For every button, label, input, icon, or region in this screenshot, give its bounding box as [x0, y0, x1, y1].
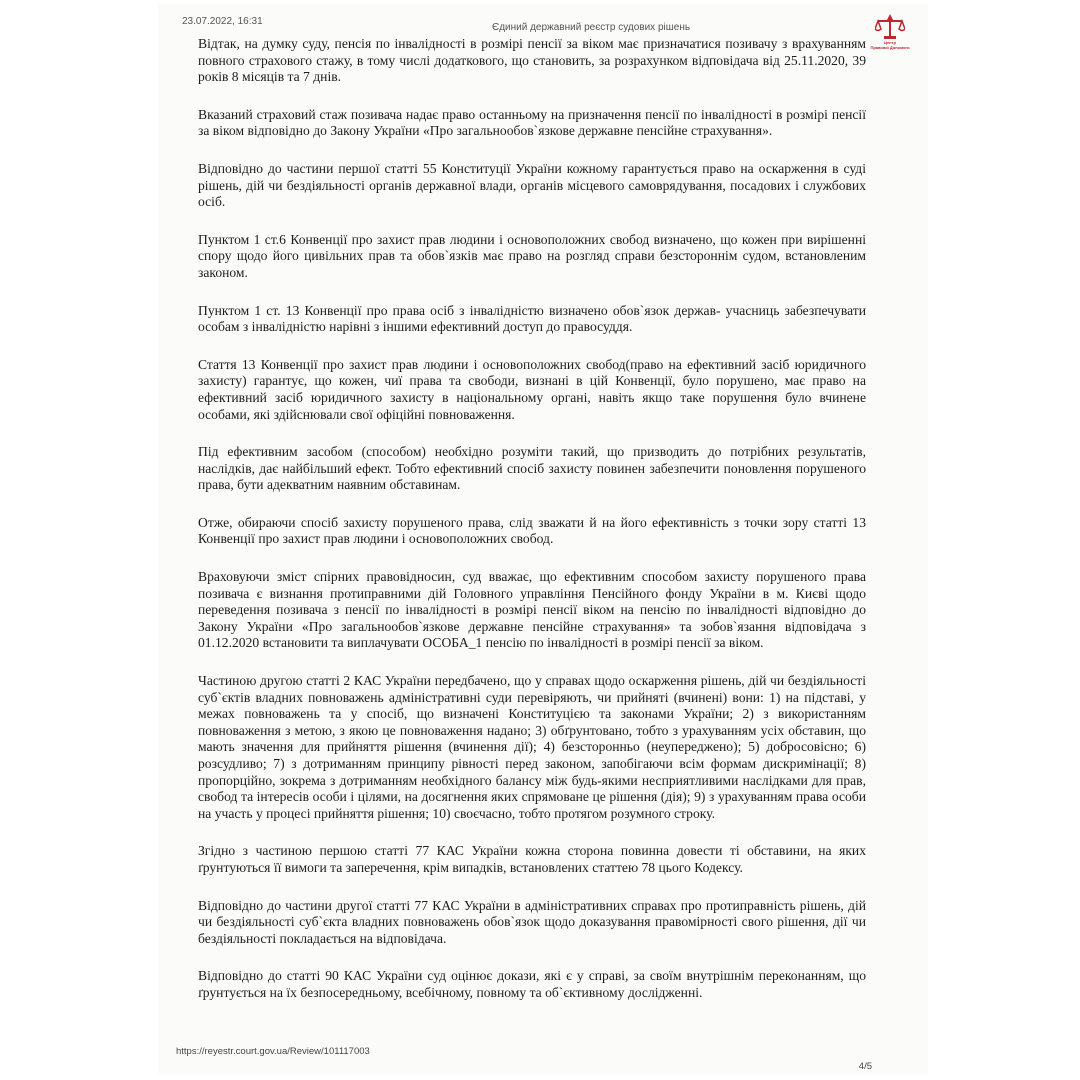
logo-label-line1: Центр [883, 40, 896, 45]
paragraph: Відповідно до статті 90 КАС України суд оцінює докази, які є у справі, за своїм внутрішнім переконанням, що ґрунтується на їх безпосередньому, всебічному, повному та об`єктивному дослідженні. [198, 968, 866, 1000]
paragraph: Враховуючи зміст спірних правовідносин, суд вважає, що ефективним способом захисту порушеного права позивача є визнання протиправними дій Головного управління Пенсійного фонду України в м. Києві щодо переведення позивача з пенсії по інвалідності в розмірі пенсії віком на пенсію по інвалідності відповідно до Закону України «Про загальнообов`язкове державне пенсійне страхування» та зобов`язання відповідача з 01.12.2020 встановити та виплачувати ОСОБА_1 пенсію по інвалідності в розмірі пенсії за віком. [198, 569, 866, 651]
paragraph: Згідно з частиною першою статті 77 КАС України кожна сторона повинна довести ті обставини, на яких ґрунтуються її вимоги та заперечення, крім випадків, встановлених статтею 78 цього Кодексу. [198, 843, 866, 875]
page-header [182, 16, 902, 32]
legal-aid-logo [866, 12, 914, 56]
paragraph: Пунктом 1 ст.6 Конвенції про захист прав людини і основоположних свобод визначено, що кожен при вирішенні спору щодо його цивільних прав та обов`язків має право на розгляд справи безстороннім судом, встановленим законом. [198, 231, 866, 280]
paragraph: Частиною другою статті 2 КАС України передбачено, що у справах щодо оскарження рішень, дій чи бездіяльності суб`єктів владних повноважень адміністративні суди перевіряють, чи прийняті (вчинені) вони: 1) на підставі, у межах повноважень та у спосіб, що визначені Конституцією та законами України; 2) з використанням повноваження з метою, з якою це повноваження надано; 3) обґрунтовано, тобто з урахуванням усіх обставин, що мають значення для прийняття рішення (вчинення дії); 4) безсторонньо (неупереджено); 5) добросовісно; 6) розсудливо; 7) з дотриманням принципу рівності перед законом, запобігаючи всім формам дискримінації; 8) пропорційно, зокрема з дотриманням необхідного балансу між будь-якими несприятливими наслідками для прав, свобод та інтересів особи і цілями, на досягнення яких спрямоване це рішення (дія); 9) з урахуванням права особи на участь у процесі прийняття рішення; 10) своєчасно, тобто протягом розумного строку. [198, 673, 866, 821]
scales-icon [875, 12, 905, 40]
paragraph: Відповідно до частини першої статті 55 Конституції України кожному гарантується право на оскарження в суді рішень, дій чи бездіяльності органів державної влади, органів місцевого самоврядування, посадових і службових осіб. [198, 160, 866, 210]
paragraph: Під ефективним засобом (способом) необхідно розуміти такий, що призводить до потрібних результатів, наслідків, дає найбільший ефект. Тобто ефективний спосіб захисту повинен забезпечити поновлення порушеного права, бути адекватним наявним обставинам. [198, 444, 866, 493]
source-url: https://reyestr.court.gov.ua/Review/101117003 [176, 1046, 370, 1057]
paragraph: Вказаний страховий стаж позивача надає право останньому на призначення пенсії по інвалідності в розмірі пенсії за віком відповідно до Закону України «Про загальнообов`язкове державне пенсійне страхування». [198, 106, 866, 139]
paragraph: Отже, обираючи спосіб захисту порушеного права, слід зважати й на його ефективність з точки зору статті 13 Конвенції про захист прав людини і основоположних свобод. [198, 514, 866, 547]
document-body [198, 36, 866, 1023]
logo-label-line2: Правової Допомоги [870, 45, 910, 50]
registry-title: Єдиний державний реєстр судових рішень [492, 22, 691, 33]
document-page [158, 4, 928, 1074]
print-datetime: 23.07.2022, 16:31 [182, 16, 263, 27]
page-number: 4/5 [858, 1061, 872, 1072]
paragraph: Пунктом 1 ст. 13 Конвенції про права осіб з інвалідністю визначено обов`язок держав- учасниць забезпечувати особам з інвалідністю нарівні з іншими ефективний доступ до правосуддя. [198, 302, 866, 335]
paragraph: Відтак, на думку суду, пенсія по інвалідності в розмірі пенсії за віком має призначатися позивачу з врахуванням повного страхового стажу, в тому числі додаткового, що становить, за розрахунком відповідача від 25.11.2020, 39 років 8 місяців та 7 днів. [198, 36, 866, 85]
paragraph: Відповідно до частини другої статті 77 КАС України в адміністративних справах про протиправність рішень, дій чи бездіяльності суб`єкта владних повноважень обов`язок щодо доказування правомірності свого рішення, дії чи бездіяльності покладається на відповідача. [198, 897, 866, 946]
paragraph: Стаття 13 Конвенції про захист прав людини і основоположних свобод(право на ефективний засіб юридичного захисту) гарантує, що кожен, чиї права та свободи, визнані в цій Конвенції, було порушено, має право на ефективний засіб юридичного захисту в національному органі, навіть якщо таке порушення було вчинене особами, які здійснювали свої офіційні повноваження. [198, 356, 866, 422]
